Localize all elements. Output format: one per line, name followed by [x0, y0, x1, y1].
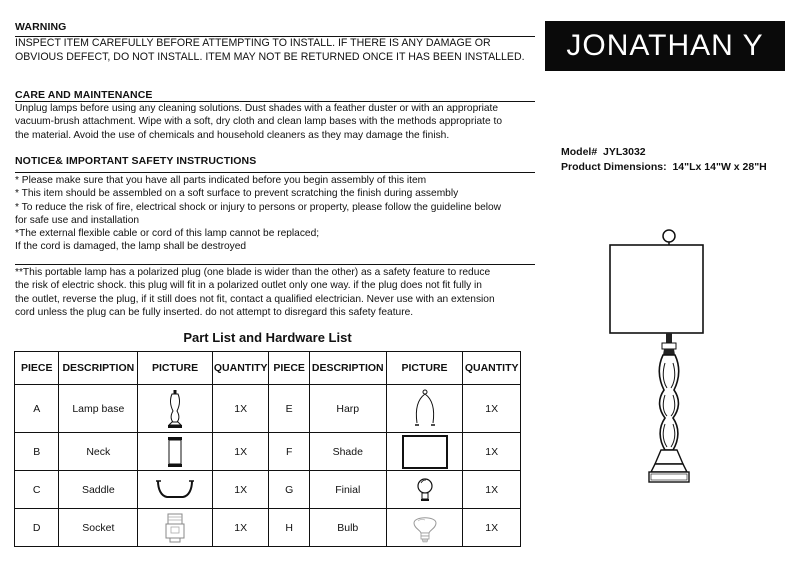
cell-quantity: 1X — [463, 385, 521, 433]
notice-line: for safe use and installation — [15, 214, 140, 226]
care-line: the material. Avoid the use of chemicals and household cleaners as they may damage the finish. — [15, 129, 450, 141]
notice-line: * This item should be assembled on a soft surface to prevent scratching the finish during assembly — [15, 188, 459, 200]
warning-line: OBVIOUS DEFECT, DO NOT INSTALL. ITEM MAY NOT BE RETURNED ONCE IT HAS BEEN INSTALLED. — [15, 50, 525, 63]
plug-line: **This portable lamp has a polarized plug (one blade is wider than the other) as a safety feature to reduce — [15, 267, 491, 278]
care-title: CARE AND MAINTENANCE — [15, 89, 153, 101]
notice-line: * Please make sure that you have all parts indicated before you begin assembly of this item — [15, 175, 427, 186]
header-description: DESCRIPTION — [309, 352, 386, 385]
cell-picture — [138, 509, 213, 547]
care-text — [15, 102, 502, 142]
cell-quantity: 1X — [212, 433, 269, 471]
cell-description: Finial — [309, 471, 386, 509]
cell-piece: E — [269, 385, 309, 433]
table-row — [15, 433, 521, 471]
saddle-icon — [155, 477, 195, 503]
bulb-icon — [410, 513, 440, 543]
model-line — [561, 145, 767, 160]
parts-table — [14, 351, 521, 547]
cell-description: Bulb — [309, 509, 386, 547]
cell-picture — [386, 471, 463, 509]
warning-line: INSPECT ITEM CAREFULLY BEFORE ATTEMPTING TO INSTALL. IF THERE IS ANY DAMAGE OR — [15, 37, 491, 49]
notice-line: If the cord is damaged, the lamp shall be destroyed — [15, 241, 247, 253]
cell-description: Harp — [309, 385, 386, 433]
dimensions-line — [561, 160, 767, 175]
cell-piece: D — [15, 509, 59, 547]
header-picture: PICTURE — [138, 352, 213, 385]
plug-line: cord unless the plug can be fully inserted. do not attempt to disregard this safety feature. — [15, 306, 414, 318]
notice-text — [15, 174, 501, 254]
cell-picture — [386, 509, 463, 547]
cell-quantity: 1X — [463, 433, 521, 471]
finial-icon — [415, 477, 435, 503]
cell-quantity: 1X — [212, 509, 269, 547]
cell-quantity: 1X — [212, 471, 269, 509]
cell-piece: G — [269, 471, 309, 509]
care-line: Unplug lamps before using any cleaning solutions. Dust shades with a feather duster or with an appropriate — [15, 103, 499, 114]
harp-icon — [412, 389, 438, 429]
plug-rule — [15, 264, 535, 265]
model-number: JYL3032 — [603, 146, 646, 158]
cell-piece: H — [269, 509, 309, 547]
cell-description: Socket — [59, 509, 138, 547]
product-specs — [561, 145, 767, 174]
header-quantity: QUANTITY — [212, 352, 269, 385]
care-line: vacuum-brush attachment. Wipe with a soft, dry cloth and clean lamp bases with the methods appropriate to — [15, 116, 502, 128]
cell-picture — [138, 433, 213, 471]
cell-quantity: 1X — [463, 471, 521, 509]
cell-description: Lamp base — [59, 385, 138, 433]
model-label: Model# — [561, 146, 598, 158]
cell-picture — [138, 471, 213, 509]
notice-line: * To reduce the risk of fire, electrical shock or injury to persons or property, please follow the guideline below — [15, 201, 502, 213]
neck-icon — [165, 436, 185, 468]
table-row — [15, 385, 521, 433]
header-picture: PICTURE — [386, 352, 463, 385]
notice-title: NOTICE& IMPORTANT SAFETY INSTRUCTIONS — [15, 155, 257, 167]
header-quantity: QUANTITY — [463, 352, 521, 385]
cell-piece: A — [15, 385, 59, 433]
header-piece: PIECE — [269, 352, 309, 385]
cell-quantity: 1X — [212, 385, 269, 433]
header-description: DESCRIPTION — [59, 352, 138, 385]
cell-piece: C — [15, 471, 59, 509]
cell-quantity: 1X — [463, 509, 521, 547]
cell-description: Neck — [59, 433, 138, 471]
table-header-row — [15, 352, 521, 385]
cell-description: Saddle — [59, 471, 138, 509]
warning-title: WARNING — [15, 21, 67, 33]
cell-piece: F — [269, 433, 309, 471]
cell-picture — [386, 385, 463, 433]
cell-picture — [138, 385, 213, 433]
lamp-base-icon — [163, 389, 187, 429]
table-row — [15, 509, 521, 547]
brand-logo: JONATHAN Y — [545, 21, 785, 71]
notice-line: *The external flexible cable or cord of this lamp cannot be replaced; — [15, 228, 320, 240]
cell-piece: B — [15, 433, 59, 471]
socket-icon — [162, 512, 188, 544]
plug-text — [15, 266, 495, 319]
dimensions-value: 14"Lx 14"W x 28"H — [672, 160, 767, 173]
dimensions-label: Product Dimensions: — [561, 160, 667, 173]
parts-title: Part List and Hardware List — [183, 330, 352, 345]
cell-description: Shade — [309, 433, 386, 471]
table-row — [15, 471, 521, 509]
plug-line: the outlet, reverse the plug, if it still does not fit, contact a qualified electrician. Never use with an extension — [15, 293, 495, 305]
lamp-illustration — [585, 228, 715, 493]
header-piece: PIECE — [15, 352, 59, 385]
shade-icon — [402, 435, 448, 469]
plug-line: the risk of electric shock. this plug will fit in a polarized outlet only one way. if the plug does not fit fully in — [15, 280, 482, 292]
warning-text — [15, 37, 525, 64]
cell-picture — [386, 433, 463, 471]
notice-rule — [15, 172, 535, 173]
